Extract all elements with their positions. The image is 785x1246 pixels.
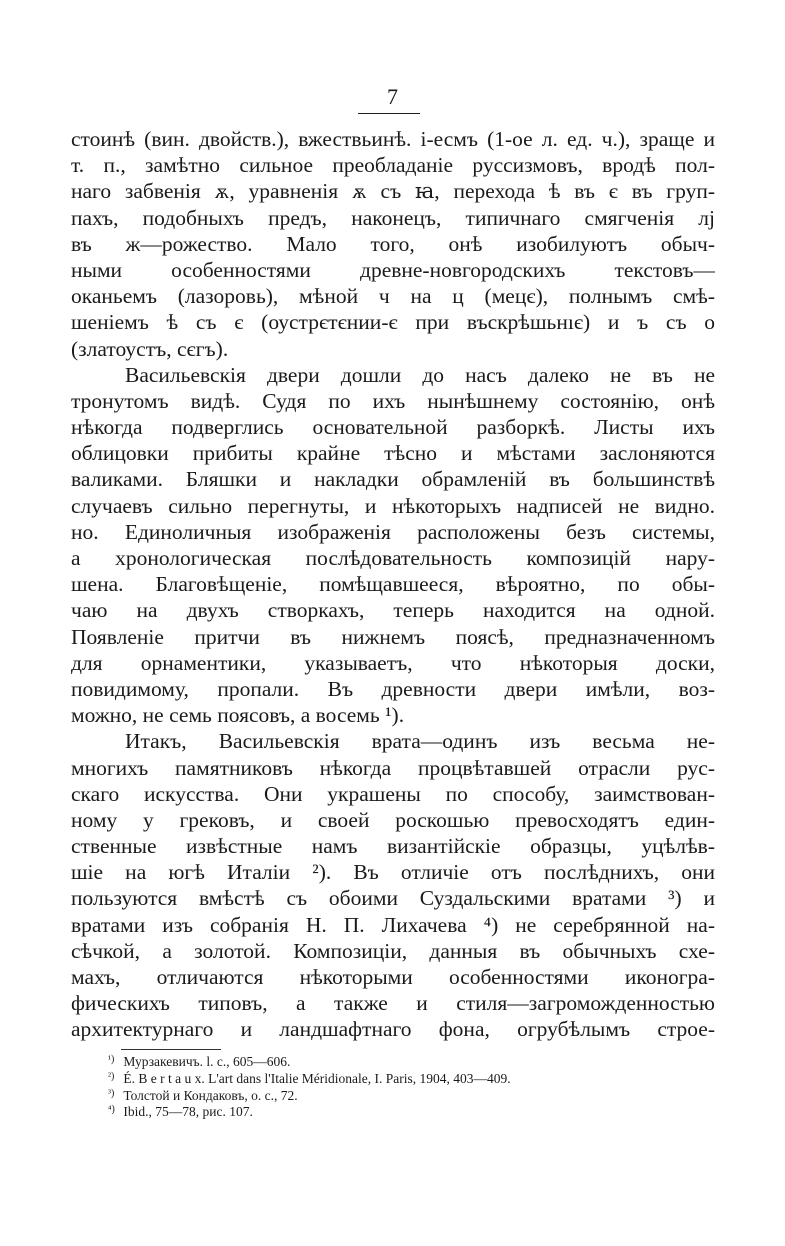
text-line: Появленіе притчи въ нижнемъ поясѣ, предназначенномъ — [71, 624, 715, 649]
text-line: случаевъ сильно перегнуты, и нѣкоторыхъ надписей не видно. — [71, 493, 715, 518]
text-line: махъ, отличаются нѣкоторыми особенностями иконогра- — [71, 965, 715, 989]
text-line: пользуются вмѣстѣ съ обоими Суздальскими вратами ³) и — [71, 886, 715, 911]
text-line: для орнаментики, указываетъ, что нѣкоторыя доски, — [71, 650, 715, 675]
footnotes — [108, 1054, 708, 1121]
text-line: сѣчкой, а золотой. Композиціи, данныя въ обычныхъ схе- — [71, 938, 715, 963]
page-number-rule — [358, 113, 420, 114]
text-line: но. Единоличныя изображенія расположены безъ системы, — [71, 519, 715, 544]
text-line: валиками. Бляшки и накладки обрамленій въ большинствѣ — [71, 467, 715, 492]
page-number: 7 — [387, 84, 398, 109]
footnote-text: Толстой и Кондаковъ, o. c., 72. — [123, 1087, 298, 1103]
text-line: а хронологическая послѣдовательность композицій нару- — [71, 546, 715, 570]
text-line: Васильевскія двери дошли до насъ далеко не въ не — [125, 362, 715, 387]
footnote-text: É. B e r t a u x. L'art dans l'Italie Méridionale, I. Paris, 1904, 403—409. — [123, 1070, 511, 1086]
text-line: шіе на югѣ Италіи ²). Въ отличіе отъ послѣднихъ, они — [71, 860, 715, 885]
footnote-separator — [121, 1049, 221, 1050]
paragraph-1 — [71, 126, 715, 362]
text-line: фическихъ типовъ, а также и стиля—загроможденностью — [71, 991, 715, 1016]
text-line: ственные извѣстные намъ византійскіе образцы, уцѣлѣв- — [71, 834, 715, 859]
text-line: повидимому, пропали. Въ древности двери имѣли, воз- — [71, 676, 715, 701]
text-line: т. п., замѣтно сильное преобладаніе руссизмовъ, вродѣ пол- — [71, 153, 715, 178]
paragraph-2 — [71, 362, 715, 729]
text-line: (златоустъ, сєгъ). — [71, 336, 229, 361]
text-line: наго забвенія ѫ, уравненія ѫ съ ꙗ, перехода ѣ въ є въ груп- — [71, 179, 715, 204]
body-text — [71, 126, 715, 1043]
text-line: архитектурнаго и ландшафтнаго фона, огрубѣлымъ строе- — [71, 1017, 715, 1042]
text-line: многихъ памятниковъ нѣкогда процвѣтавшей отрасли рус- — [71, 755, 715, 780]
footnote-text: Ibid., 75—78, рис. 107. — [123, 1104, 253, 1120]
text-line: пахъ, подобныхъ предъ, наконецъ, типичнаго смягченія лј — [71, 205, 715, 230]
text-line: можно, не семь поясовъ, а восемь ¹). — [71, 703, 405, 728]
footnote: ¹) Мурзакевичъ. l. c., 605—606. — [108, 1054, 291, 1069]
text-line: чаю на двухъ створкахъ, теперь находится на одной. — [71, 598, 715, 623]
text-line: ному у грековъ, и своей роскошью превосходятъ един- — [71, 807, 715, 832]
text-line: въ ж—рожество. Мало того, онѣ изобилуютъ обыч- — [71, 231, 715, 256]
paragraph-3 — [71, 728, 715, 1042]
text-line: вратами изъ собранія Н. П. Лихачева ⁴) не серебрянной на- — [71, 912, 715, 937]
text-line: скаго искусства. Они украшены по способу, заимствован- — [71, 781, 715, 806]
text-line: облицовки прибиты крайне тѣсно и мѣстами заслоняются — [71, 441, 715, 466]
footnote: ³) Толстой и Кондаковъ, o. c., 72. — [108, 1087, 298, 1103]
text-line: тронутомъ видѣ. Судя по ихъ нынѣшнему состоянію, онѣ — [71, 388, 715, 413]
text-line: ными особенностями древне-новгородскихъ текстовъ— — [71, 257, 715, 282]
footnote: ⁴) Ibid., 75—78, рис. 107. — [108, 1104, 253, 1120]
text-line: Итакъ, Васильевскія врата—одинъ изъ весьма не- — [125, 729, 715, 754]
text-line: стоинѣ (вин. двойств.), вжествьинѣ. і-есмъ (1-ое л. ед. ч.), зраще и — [71, 127, 715, 151]
text-line: шеніемъ ѣ съ є (оустрєтєнии-є при въскрѣшьнıє) и ъ съ о — [71, 310, 715, 335]
text-line: нѣкогда подверглись основательной разборкѣ. Листы ихъ — [71, 415, 715, 440]
text-line: оканьемъ (лазоровь), мѣной ч на ц (мецє), полнымъ смѣ- — [71, 284, 715, 309]
footnote: ²) É. B e r t a u x. L'art dans l'Italie Méridionale, I. Paris, 1904, 403—409. — [108, 1070, 511, 1086]
footnote-text: Мурзакевичъ. l. c., 605—606. — [123, 1054, 291, 1069]
text-line: шена. Благовѣщеніе, помѣщавшееся, вѣроятно, по обы- — [71, 572, 715, 597]
